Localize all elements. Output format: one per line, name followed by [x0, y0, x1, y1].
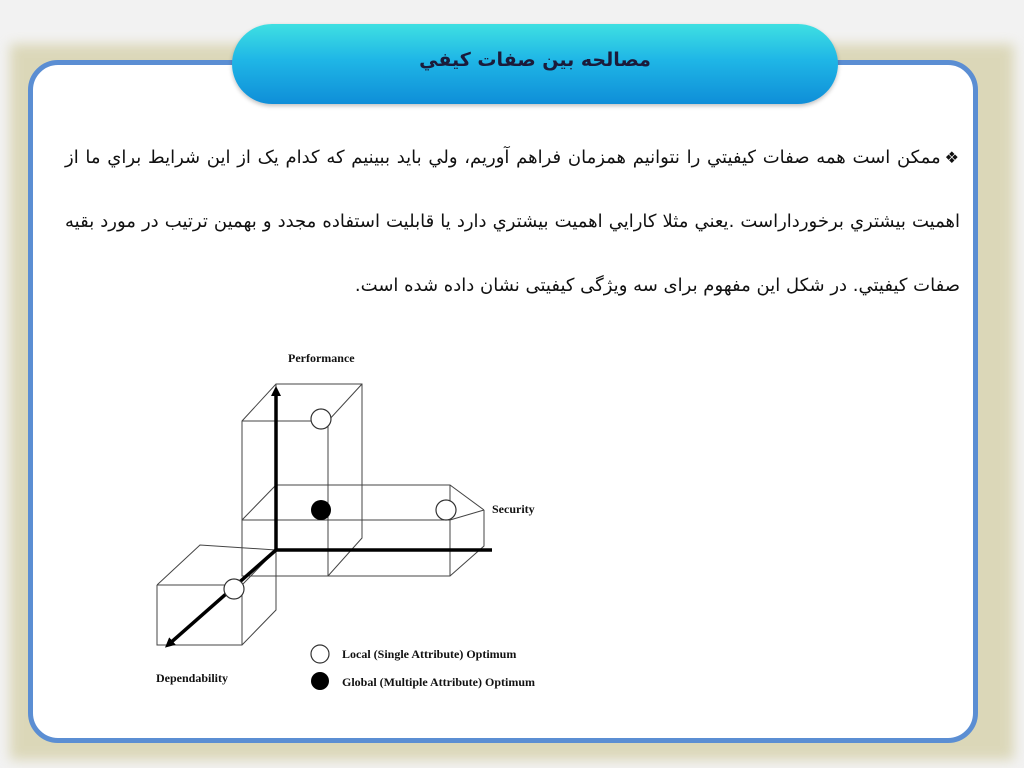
- quality-tradeoff-diagram: [140, 340, 600, 700]
- diamond-bullet-icon: ❖: [944, 148, 961, 167]
- security-box: [242, 485, 484, 576]
- legend: [311, 645, 535, 690]
- security-label: Security: [492, 502, 535, 516]
- local-optimum-dependability: [224, 579, 244, 599]
- global-optimum: [311, 500, 331, 520]
- title-banner: [232, 24, 838, 104]
- legend-global-label: Global (Multiple Attribute) Optimum: [342, 675, 535, 689]
- performance-label: Performance: [288, 351, 355, 365]
- slide-title: مصالحه بين صفات كيفي: [419, 49, 651, 71]
- performance-box: [242, 384, 362, 576]
- local-optimum-performance: [311, 409, 331, 429]
- legend-local-marker: [311, 645, 329, 663]
- dependability-box: [157, 545, 276, 645]
- body-paragraph: ممكن است همه صفات كيفيتي را نتوانيم همزمان فراهم آوريم، ولي بايد ببينيم كه كدام يک از اين شرايط براي ما از اهميت بيشتري برخورداراست .يعني مثلا كارايي اهميت بيشتري دارد يا قابليت استفاده مجدد و بهمين ترتيب در مورد بقيه صفات كيفيتي. در شکل اين مفهوم برای سه ويژگی کيفيتی نشان داده شده است.: [65, 147, 960, 296]
- legend-global-marker: [311, 672, 329, 690]
- dependability-label: Dependability: [156, 671, 229, 685]
- local-optimum-security: [436, 500, 456, 520]
- legend-local-label: Local (Single Attribute) Optimum: [342, 647, 517, 661]
- body-paragraph-block: [65, 126, 960, 318]
- dependability-axis: [168, 550, 276, 645]
